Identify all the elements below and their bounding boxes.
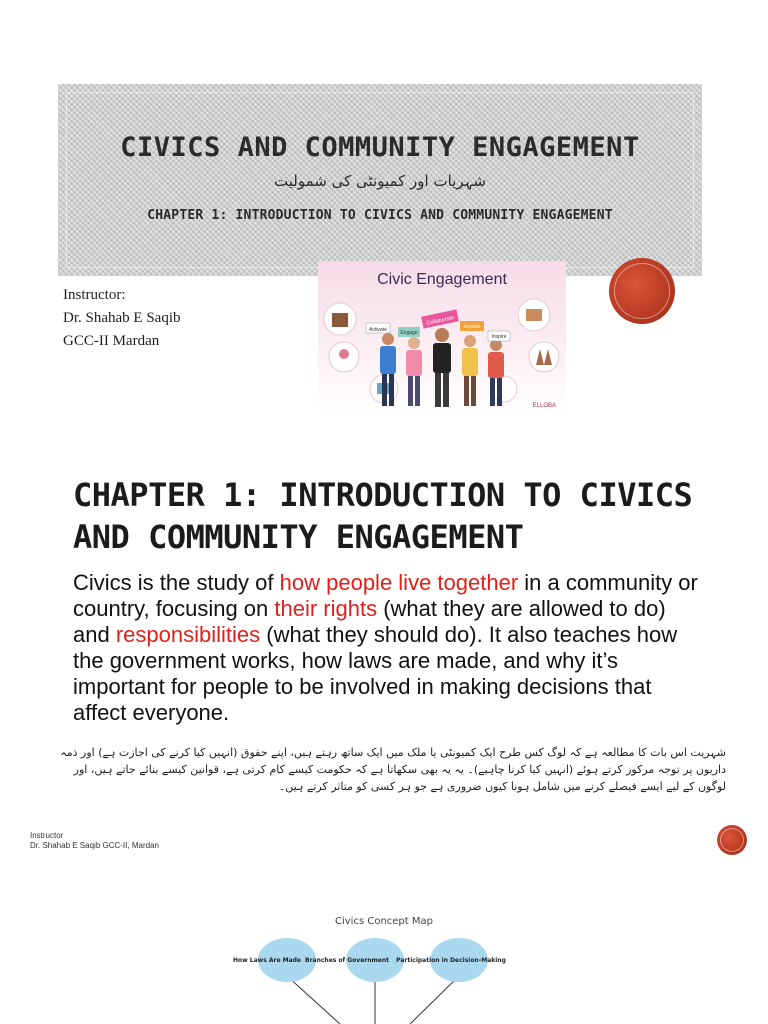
chapter-heading: CHAPTER 1: INTRODUCTION TO CIVICS AND COMMUNITY ENGAGEMENT [73, 476, 693, 556]
engage-sign-label: Engage [400, 330, 418, 336]
body-segment: Civics is the study of [73, 570, 280, 595]
civic-engagement-illustration [318, 261, 566, 413]
inspire-sign-label: Inspire [491, 334, 507, 340]
meeting-icon [526, 309, 542, 321]
map-connector [287, 976, 340, 1024]
instructor-footer-label: Instructor [30, 831, 64, 840]
orb-ring [720, 828, 744, 852]
course-title-urdu: شہریات اور کمیونٹی کی شمولیت [274, 172, 486, 190]
instructor-info [63, 284, 181, 353]
map-connector [410, 976, 459, 1024]
collaborate-sign-label: Collaborate [426, 315, 455, 327]
instructor-college: GCC-II Mardan [63, 333, 160, 349]
instructor-name: Dr. Shahab E Saqib [63, 310, 181, 326]
map-node-participation-label: Participation in Decision-Making [396, 957, 506, 964]
map-node-branches-label: Branches of Government [305, 957, 389, 964]
highlight-rights: their rights [274, 596, 378, 621]
instructor-label: Instructor: [63, 287, 126, 303]
body-segment: (what they should do). It also teaches how the government works, how laws are made, and why it’s important for people to be involved in making decisions that affect everyone. [73, 622, 678, 725]
highlight-responsibilities: responsibilities [115, 622, 261, 647]
body-segment: (what they are allowed to do) and [73, 596, 666, 647]
concept-map-title: Civics Concept Map [335, 916, 433, 927]
people-illustration [318, 261, 566, 413]
instructor-footer [30, 831, 159, 851]
person-figure [462, 335, 478, 406]
urdu-translation: شہریت اس بات کا مطالعہ ہے کہ لوگ کس طرح ایک کمیونٹی یا ملک میں ایک ساتھ رہتے ہیں، اپنے حقوق (انہیں کیا کرنے کی اجازت ہے) اور ذمہ داریوں پر توجہ مرکوز کرتے ہوئے (انہیں کیا کرنا چاہیے)۔ یہ یہ بھی سکھاتا ہے کہ حکومت کیسے کام کرتی ہے، قوانین کیسے بنائے جاتے ہیں، اور لوگوں کے لیے ایسے فیصلے کرنے میں شامل ہونا کیوں ضروری ہے جو ہر کسی کو متاثر کرتے ہیں۔ [60, 746, 726, 793]
decorative-orb [609, 258, 675, 324]
decorative-orb-small [717, 825, 747, 855]
group-icon [339, 349, 349, 359]
illustration-title: Civic Engagement [377, 271, 507, 288]
activate-sign-label: Activate [369, 327, 387, 333]
body-segment: in a community or country, focusing on [73, 570, 698, 621]
involve-sign-label: Involve [464, 324, 480, 330]
icon-circle [529, 342, 559, 372]
course-title: CIVICS AND COMMUNITY ENGAGEMENT [120, 132, 640, 163]
person-figure [406, 337, 422, 406]
instructor-footer-name: Dr. Shahab E Saqib GCC-II, Mardan [30, 841, 159, 850]
highlight-living-together: how people live together [279, 570, 519, 595]
title-banner [58, 84, 702, 276]
civics-definition [73, 570, 703, 726]
illustration-brand: ELLOBA [532, 403, 556, 409]
orb-ring [614, 263, 670, 319]
person-figure [433, 328, 451, 407]
concept-map [0, 930, 768, 1024]
ballot-box-icon [332, 313, 348, 327]
map-node-laws-label: How Laws Are Made [233, 957, 301, 964]
chapter-subtitle: CHAPTER 1: INTRODUCTION TO CIVICS AND COMMUNITY ENGAGEMENT [147, 208, 613, 223]
